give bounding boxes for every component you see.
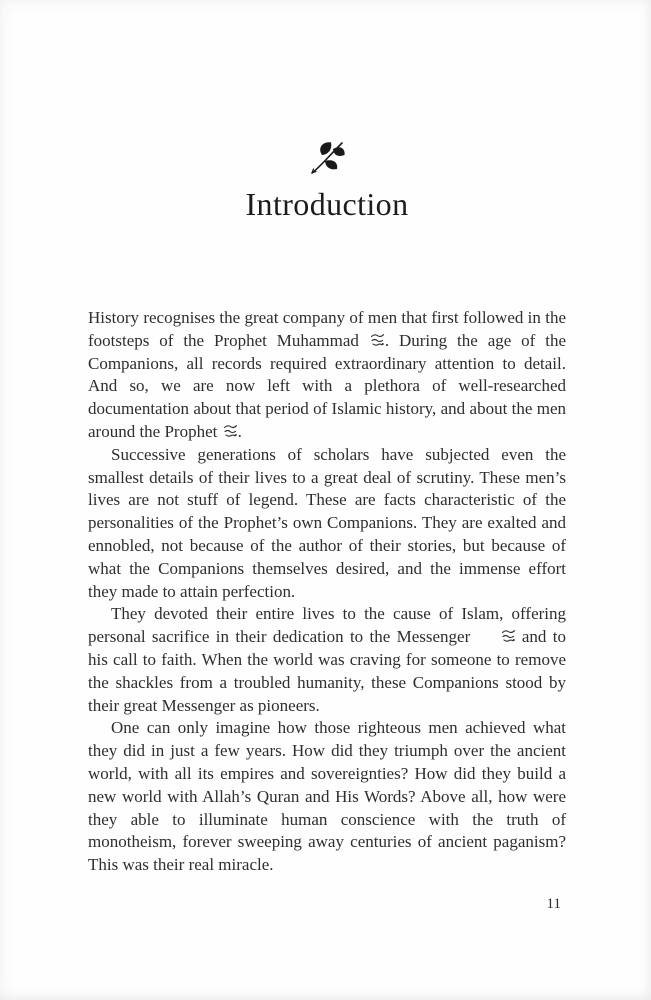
- body-text: [88, 307, 566, 877]
- page-content: [88, 140, 566, 877]
- body-paragraph: One can only imagine how those righteous men achieved what they did in just a few years. How did they triumph over the ancient world, with all its empires and sovereignties? How did they build a new world with Allah’s Quran and His Words? Above all, how were they able to illuminate human conscience with the truth of monotheism, forever sweeping away centuries of ancient paganism? This was their real miracle.: [88, 718, 566, 875]
- pbuh-calligraphy-icon: [477, 629, 516, 643]
- body-paragraph: Successive generations of scholars have subjected even the smallest details of their lives to a great deal of scrutiny. These men’s lives are not stuff of legend. These are facts characteristic of the personalities of the Prophet’s own Companions. They are exalted and ennobled, not because of the author of their stories, but because of what the Companions themselves desired, and the immense effort they made to attain perfection.: [88, 444, 566, 601]
- body-paragraph: They devoted their entire lives to the cause of Islam, offering personal sacrifice in their dedication to the Messenger and to his call to faith. When the world was craving for someone to remove the shackles from a troubled humanity, these Companions stood by their great Messenger as pioneers.: [88, 604, 566, 715]
- pbuh-calligraphy-icon: [369, 333, 385, 347]
- body-paragraph: History recognises the great company of men that first followed in the footsteps of the Prophet Muhammad . During the age of the Companions, all records required extraordinary attention to detail. And so, we are now left with a plethora of well-researched documentation about that period of Islamic history, and about the men around the Prophet .: [88, 308, 566, 441]
- leaf-sprig-ornament-icon: [88, 140, 566, 178]
- chapter-title: Introduction: [245, 186, 409, 222]
- page-number: 11: [546, 896, 561, 912]
- pbuh-calligraphy-icon: [222, 424, 238, 438]
